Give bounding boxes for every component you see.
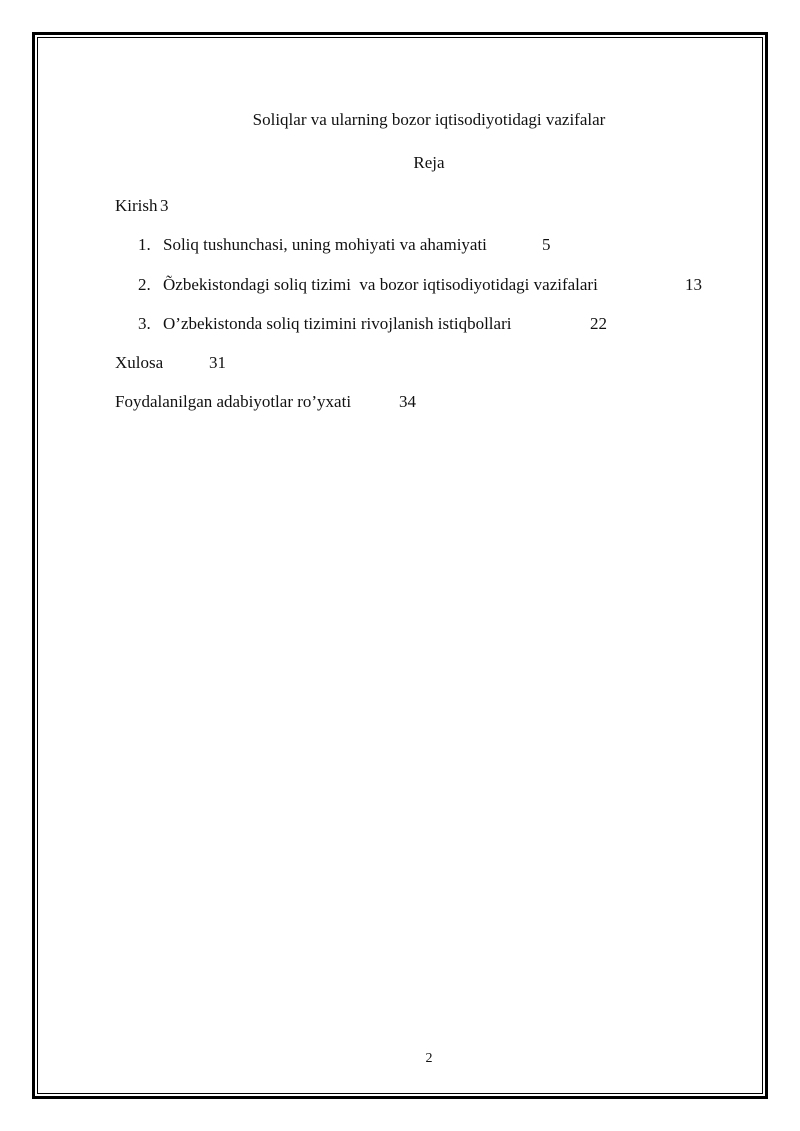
toc-conclusion-page: 31 — [209, 353, 226, 372]
document-subtitle: Reja — [413, 153, 445, 172]
toc-intro-label: Kirish — [115, 196, 158, 215]
toc-references-page: 34 — [399, 392, 416, 411]
toc-references-label: Foydalanilgan adabiyotlar ro’yxati — [115, 392, 352, 411]
toc-item-page: 13 — [685, 275, 702, 294]
toc-item-number: 3. — [138, 314, 151, 333]
toc-item-number: 2. — [138, 275, 151, 294]
toc-item-page: 22 — [590, 314, 607, 333]
document-title: Soliqlar va ularning bozor iqtisodiyotidagi vazifalar — [252, 110, 606, 129]
toc-item-label: Soliq tushunchasi, uning mohiyati va ahamiyati — [163, 235, 487, 254]
toc-item-label: O’zbekistonda soliq tizimini rivojlanish istiqbollari — [163, 314, 512, 333]
page-number: 2 — [425, 1051, 433, 1066]
toc-conclusion-label: Xulosa — [115, 353, 164, 372]
toc-intro-page: 3 — [160, 196, 169, 215]
toc-item-label: Õzbekistondagi soliq tizimi va bozor iqtisodiyotidagi vazifalari — [163, 275, 598, 294]
toc-item-page: 5 — [542, 235, 551, 254]
toc-item-number: 1. — [138, 235, 151, 254]
